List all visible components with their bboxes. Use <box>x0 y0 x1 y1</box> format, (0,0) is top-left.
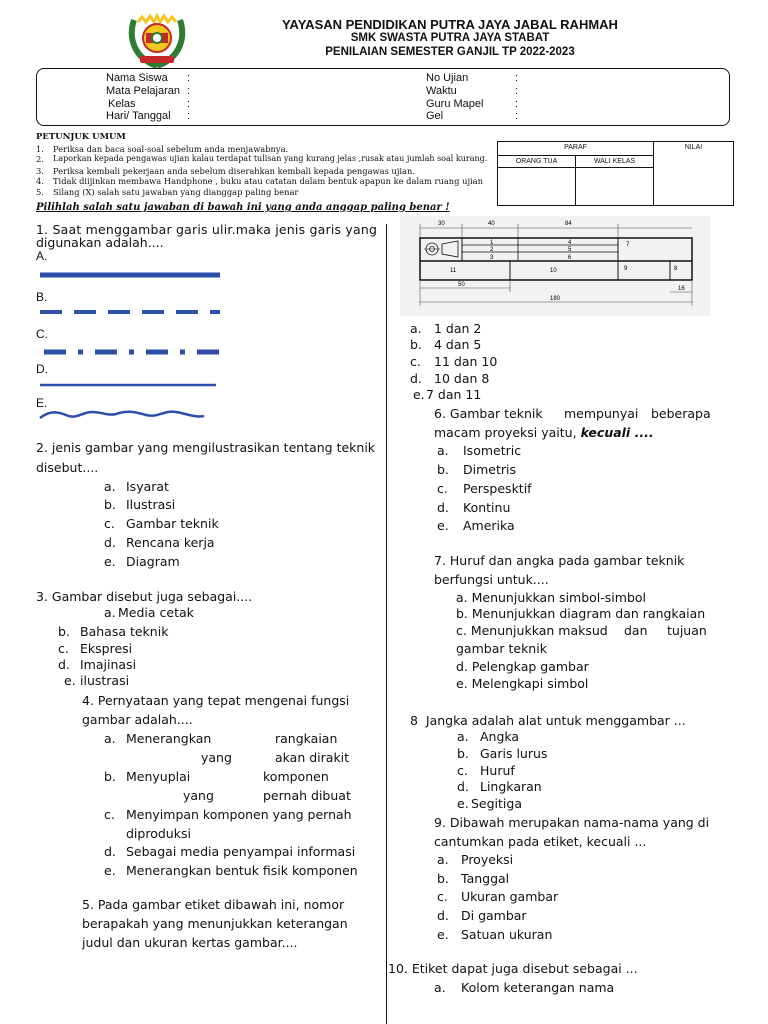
q4-option-text: yang <box>183 788 214 803</box>
field-6: 6 <box>568 255 572 261</box>
petunjuk-item: Periksa kembali pekerjaan anda sebelum diserahkan kembali kepada pengawas ujian. <box>53 166 415 176</box>
q5-text: berapakah yang menunjukkan keterangan <box>82 916 348 931</box>
petunjuk-num: 4. <box>36 176 44 186</box>
petunjuk-item: Tidak diijinkan membawa Handphone , buku atau catatan dalam bentuk apapun ke dalam ruang ujian <box>53 176 483 186</box>
paraf-nilai-table <box>497 141 734 206</box>
petunjuk-num: 5. <box>36 187 44 197</box>
q9-option-text: Di gambar <box>461 908 527 923</box>
petunjuk-title: PETUNJUK UMUM <box>36 132 126 142</box>
q2-option-letter: c. <box>104 516 115 531</box>
q4-option-text: pernah dibuat <box>263 788 351 803</box>
school-logo <box>124 8 190 70</box>
orang-tua-header: ORANG TUA <box>498 156 576 168</box>
q2-option-text: Rencana kerja <box>126 535 215 550</box>
q3-option-letter: e. <box>64 673 76 688</box>
q9-option-letter: b. <box>437 871 449 886</box>
q8-option-text: Garis lurus <box>480 746 548 761</box>
q7-option: gambar teknik <box>456 641 547 656</box>
label-nama-siswa: Nama Siswa <box>106 72 168 84</box>
dim-16: 16 <box>678 286 685 292</box>
q5-option-text: 1 dan 2 <box>434 321 482 336</box>
q1-option-letter: D. <box>36 362 48 376</box>
field-1: 1 <box>490 240 494 246</box>
q6-text-main: macam proyeksi yaitu, <box>434 425 581 440</box>
q4-option-text: akan dirakit <box>275 750 350 765</box>
label-waktu: Waktu <box>426 85 457 97</box>
q1-option-letter: A. <box>36 249 48 263</box>
q8-option-text: Segitiga <box>471 796 523 811</box>
q6-text: beberapa <box>651 406 711 421</box>
q2-option-text: Gambar teknik <box>126 516 219 531</box>
q4-option-text: Menerangkan bentuk fisik komponen <box>126 863 358 878</box>
petunjuk-num: 2. <box>36 154 44 164</box>
q3-option-letter: a. <box>104 605 116 620</box>
dim-30: 30 <box>438 221 445 227</box>
q6-text: 6. Gambar teknik <box>434 406 543 421</box>
dim-180: 180 <box>550 296 561 302</box>
q4-option-letter: c. <box>104 807 115 822</box>
q2-text: disebut.... <box>36 460 99 475</box>
petunjuk-item: Laporkan kepada pengawas ujian kalau terdapat tulisan yang kurang jelas ,rusak atau jumlah soal kurang. <box>53 154 488 163</box>
orang-tua-signature-cell[interactable] <box>498 168 576 206</box>
dim-50: 50 <box>458 282 465 288</box>
q7-option: dan <box>624 623 648 638</box>
q9-option-letter: a. <box>437 852 449 867</box>
q3-option-text: Media cetak <box>118 605 194 620</box>
q3-option-letter: b. <box>58 624 70 639</box>
q5-option-letter: b. <box>410 337 422 352</box>
label-no-ujian: No Ujian <box>426 72 469 84</box>
q9-option-text: Proyeksi <box>461 852 514 867</box>
colon: : <box>515 85 519 97</box>
field-2: 2 <box>490 247 494 253</box>
q8-option-letter: e. <box>457 796 469 811</box>
q9-text: cantumkan pada etiket, kecuali ... <box>434 834 647 849</box>
q9-option-text: Satuan ukuran <box>461 927 553 942</box>
q3-option-text: Bahasa teknik <box>80 624 169 639</box>
q5-option-text: 7 dan 11 <box>426 387 482 402</box>
q2-option-text: Isyarat <box>126 479 169 494</box>
q2-option-letter: a. <box>104 479 116 494</box>
q7-option: e. Melengkapi simbol <box>456 676 589 691</box>
field-5: 5 <box>568 247 572 253</box>
q8-option-letter: b. <box>457 746 469 761</box>
q5-option-text: 10 dan 8 <box>434 371 490 386</box>
colon: : <box>187 72 191 84</box>
label-guru-mapel: Guru Mapel <box>426 98 484 110</box>
q4-text: 4. Pernyataan yang tepat mengenai fungsi <box>82 693 350 708</box>
q4-option-letter: a. <box>104 731 116 746</box>
q5-text: 5. Pada gambar etiket dibawah ini, nomor <box>82 897 345 912</box>
q6-option-text: Kontinu <box>463 500 511 515</box>
q2-option-letter: e. <box>104 554 116 569</box>
q3-option-text: ilustrasi <box>80 673 130 688</box>
q2-text: 2. jenis gambar yang mengilustrasikan tentang teknik <box>36 440 376 455</box>
q1-option-letter: C. <box>36 327 48 341</box>
q7-option: a. Menunjukkan simbol-simbol <box>456 590 647 605</box>
q4-text: gambar adalah.... <box>82 712 193 727</box>
field-8: 8 <box>674 266 678 272</box>
q6-text-kecuali: kecuali .... <box>580 425 654 440</box>
q8-option-letter: a. <box>457 729 469 744</box>
q3-option-text: Imajinasi <box>80 657 137 672</box>
field-9: 9 <box>624 266 628 272</box>
q7-text: berfungsi untuk.... <box>434 572 549 587</box>
q1-text: digunakan adalah.... <box>36 235 164 250</box>
q10-option-letter: a. <box>434 980 446 995</box>
label-hari-tanggal: Hari/ Tanggal <box>106 110 171 122</box>
q5-option-letter: e. <box>413 387 425 402</box>
q6-option-text: Isometric <box>463 443 522 458</box>
header-exam: PENILAIAN SEMESTER GANJIL TP 2022-2023 <box>325 46 575 58</box>
colon: : <box>515 110 519 122</box>
wali-kelas-header: WALI KELAS <box>576 156 654 168</box>
q5-option-letter: a. <box>410 321 422 336</box>
header-foundation: YAYASAN PENDIDIKAN PUTRA JAYA JABAL RAHMAH <box>282 17 618 32</box>
q5-option-text: 11 dan 10 <box>434 354 498 369</box>
nilai-header: NILAI <box>654 142 734 206</box>
dim-84: 84 <box>565 221 572 227</box>
q7-option: c. Menunjukkan maksud <box>456 623 608 638</box>
q8-option-letter: c. <box>457 763 468 778</box>
q5-option-text: 4 dan 5 <box>434 337 482 352</box>
q9-option-letter: c. <box>437 889 448 904</box>
field-11: 11 <box>450 268 457 274</box>
q7-option: b. Menunjukkan diagram dan rangkaian <box>456 606 706 621</box>
colon: : <box>187 85 191 97</box>
wali-kelas-signature-cell[interactable] <box>576 168 654 206</box>
q7-option: tujuan <box>667 623 707 638</box>
label-mata-pelajaran: Mata Pelajaran <box>106 85 180 97</box>
q8-option-text: Huruf <box>480 763 515 778</box>
header-school: SMK SWASTA PUTRA JAYA STABAT <box>350 32 550 44</box>
q9-option-text: Tanggal <box>461 871 510 886</box>
q6-option-letter: c. <box>437 481 448 496</box>
q6-option-letter: a. <box>437 443 449 458</box>
petunjuk-num: 1. <box>36 144 44 154</box>
q8-option-text: Lingkaran <box>480 779 542 794</box>
q6-option-letter: b. <box>437 462 449 477</box>
petunjuk-num: 3. <box>36 166 44 176</box>
field-10: 10 <box>550 268 557 274</box>
q4-option-text: Menyuplai <box>126 769 191 784</box>
q6-option-letter: e. <box>437 518 449 533</box>
q2-option-text: Diagram <box>126 554 180 569</box>
q1-text: 1. Saat menggambar garis ulir.maka jenis garis yang <box>36 222 378 237</box>
q4-option-letter: d. <box>104 844 116 859</box>
q6-text: mempunyai <box>564 406 639 421</box>
petunjuk-item: Periksa dan baca soal-soal sebelum anda menjawabnya. <box>53 144 289 154</box>
q10-text: 10. Etiket dapat juga disebut sebagai ... <box>388 961 638 976</box>
q4-option-text: rangkaian <box>275 731 338 746</box>
field-3: 3 <box>490 255 494 261</box>
q6-option-text: Dimetris <box>463 462 516 477</box>
q5-text: judul dan ukuran kertas gambar.... <box>82 935 298 950</box>
q7-text: 7. Huruf dan angka pada gambar teknik <box>434 553 685 568</box>
q6-option-text: Amerika <box>463 518 515 533</box>
label-kelas: Kelas <box>108 98 136 110</box>
line-type-samples <box>36 262 226 422</box>
q5-option-letter: c. <box>410 354 421 369</box>
colon: : <box>515 98 519 110</box>
q3-text: 3. Gambar disebut juga sebagai.... <box>36 589 253 604</box>
q6-text <box>434 425 654 440</box>
q9-text: 9. Dibawah merupakan nama-nama yang di <box>434 815 710 830</box>
q4-option-letter: b. <box>104 769 116 784</box>
q9-option-letter: e. <box>437 927 449 942</box>
q2-option-text: Ilustrasi <box>126 497 176 512</box>
q4-option-text: Sebagai media penyampai informasi <box>126 844 356 859</box>
petunjuk-item: Silang (X) salah satu jawaban yang dianggap paling benar <box>53 187 299 197</box>
q4-option-text: Menyimpan komponen yang pernah <box>126 807 352 822</box>
q3-option-letter: d. <box>58 657 70 672</box>
q4-option-text: komponen <box>263 769 329 784</box>
column-divider <box>386 224 387 1024</box>
q9-option-text: Ukuran gambar <box>461 889 559 904</box>
q6-option-text: Perspesktif <box>463 481 532 496</box>
label-gel: Gel <box>426 110 444 122</box>
q3-option-text: Ekspresi <box>80 641 133 656</box>
field-7: 7 <box>626 242 630 248</box>
q1-option-letter: B. <box>36 290 48 304</box>
q6-option-letter: d. <box>437 500 449 515</box>
colon: : <box>187 98 191 110</box>
q8-option-letter: d. <box>457 779 469 794</box>
paraf-header: PARAF <box>498 142 654 156</box>
etiket-drawing <box>400 216 710 316</box>
colon: : <box>515 72 519 84</box>
q10-option-text: Kolom keterangan nama <box>461 980 615 995</box>
q9-option-letter: d. <box>437 908 449 923</box>
q4-option-text: diproduksi <box>126 826 191 841</box>
q8-text: 8 Jangka adalah alat untuk menggambar ... <box>410 713 686 728</box>
q1-option-letter: E. <box>36 396 48 410</box>
q5-option-letter: d. <box>410 371 422 386</box>
q8-option-text: Angka <box>480 729 520 744</box>
dim-40: 40 <box>488 221 495 227</box>
q4-option-text: yang <box>201 750 232 765</box>
q2-option-letter: d. <box>104 535 116 550</box>
q7-option: d. Pelengkap gambar <box>456 659 589 674</box>
q3-option-letter: c. <box>58 641 69 656</box>
q4-option-text: Menerangkan <box>126 731 212 746</box>
q2-option-letter: b. <box>104 497 116 512</box>
q4-option-letter: e. <box>104 863 116 878</box>
instruction-text: Pilihlah salah satu jawaban di bawah ini yang anda anggap paling benar ! <box>36 202 450 213</box>
freehand-wavy-line <box>40 412 204 418</box>
colon: : <box>187 110 191 122</box>
field-4: 4 <box>568 240 572 246</box>
